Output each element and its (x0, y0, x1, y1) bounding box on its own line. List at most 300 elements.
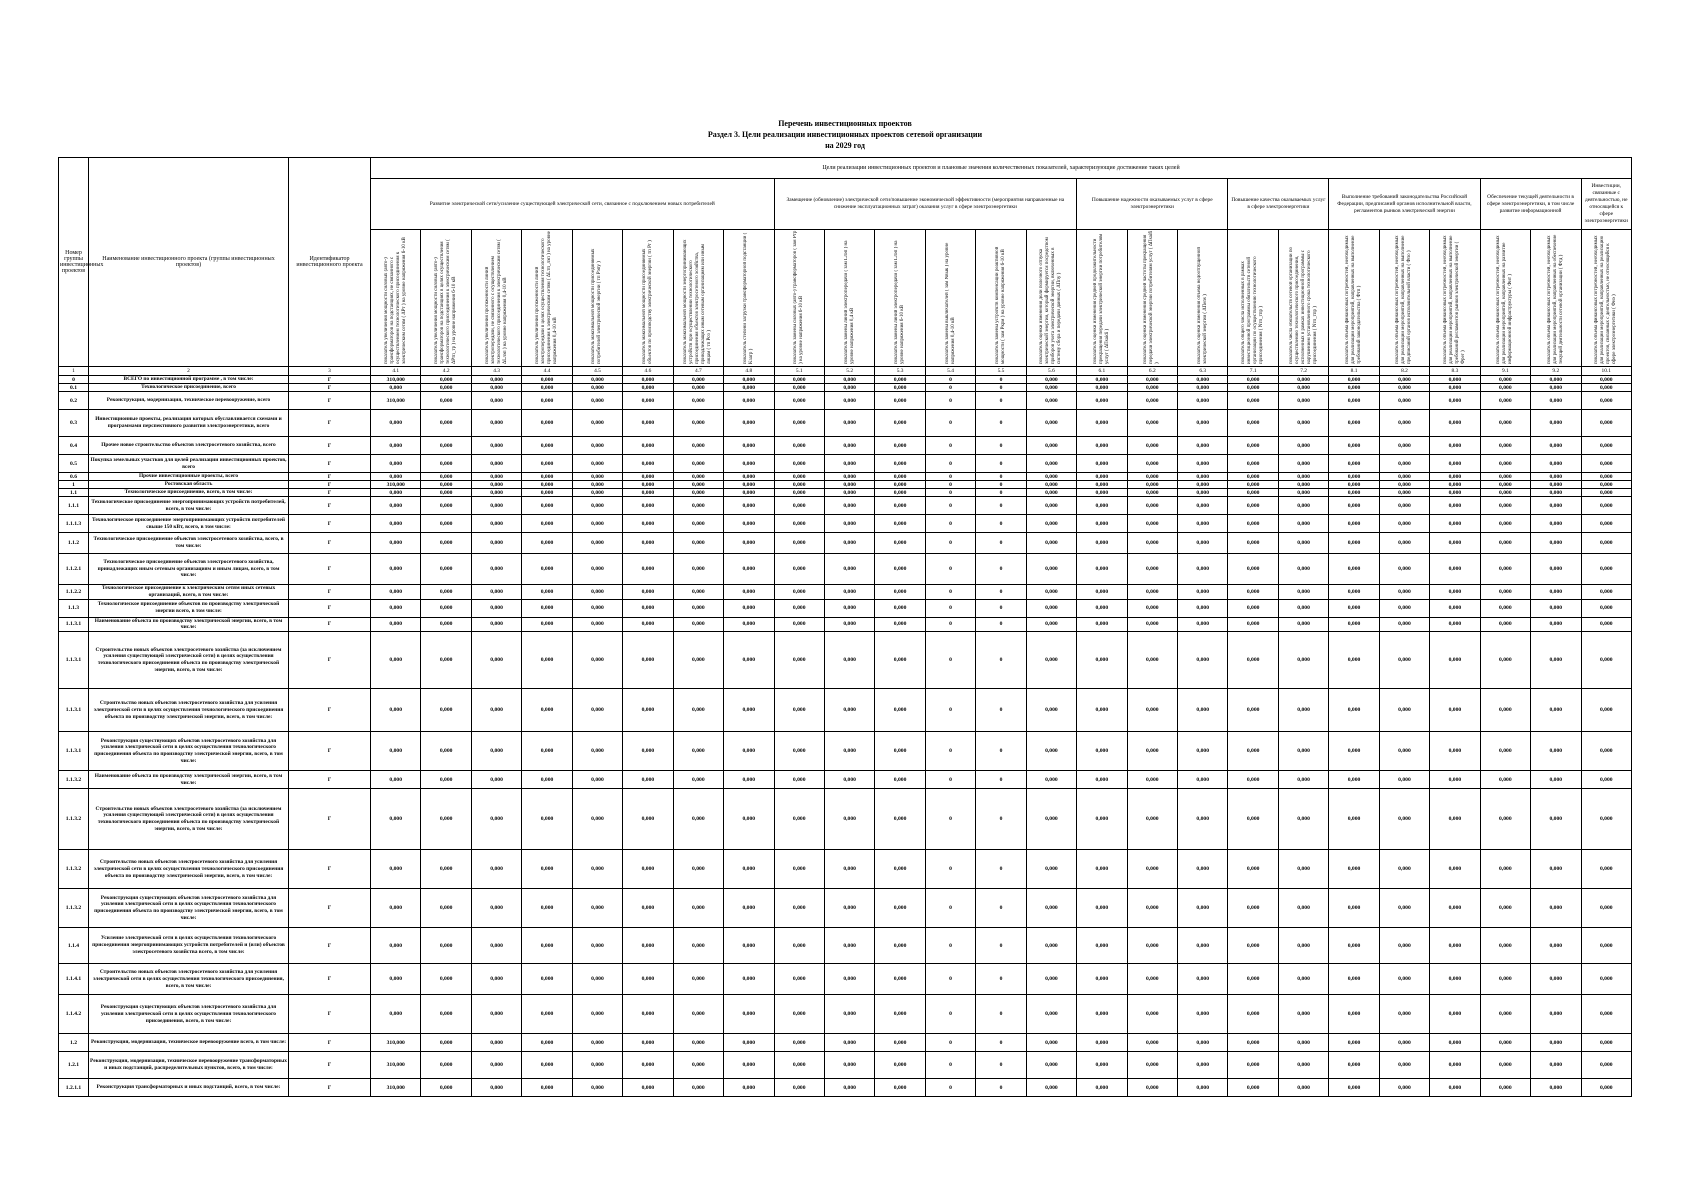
row-value: 0,000 (774, 376, 824, 384)
row-value: 0,000 (673, 928, 723, 964)
row-value: 0,000 (522, 771, 572, 789)
row-project-id: Г (289, 515, 371, 533)
row-project-name: Покупка земельных участков для целей реализации инвестиционных проектов, всего (89, 455, 289, 473)
row-value: 0 (925, 585, 975, 600)
row-value: 0,000 (1581, 632, 1632, 689)
indicator-label: показатель объема финансовых потребностей, необходимых для реализации мероприятий, направленных на выполнение требований регламентов рынков электрической энергии ( Фрег ) (1442, 235, 1466, 364)
row-value: 0,000 (1278, 473, 1328, 481)
row-value: 0 (976, 889, 1026, 928)
row-value: 0,000 (673, 410, 723, 437)
row-value: 0,000 (875, 497, 925, 515)
row-number: 0 (59, 376, 89, 384)
table-row (59, 1052, 1632, 1079)
column-number: 1 (59, 367, 89, 376)
row-value: 0,000 (1127, 889, 1177, 928)
row-value: 0,000 (1329, 771, 1379, 789)
row-value: 0,000 (623, 384, 673, 392)
row-value: 0,000 (673, 599, 723, 617)
row-value: 0,000 (1379, 489, 1429, 497)
row-value: 0,000 (875, 384, 925, 392)
row-value: 0,000 (623, 632, 673, 689)
row-value: 0 (976, 789, 1026, 850)
table-row (59, 632, 1632, 689)
row-value: 0,000 (421, 585, 471, 600)
row-project-name: Усиление электрической сети в целях осуществления технологического присоединения энергопринимающих устройств потребителей и (или) объектов электросетевого хозяйства всего, в том числе: (89, 928, 289, 964)
row-value: 0,000 (1581, 392, 1632, 410)
row-value: 0,000 (371, 789, 421, 850)
row-value: 0,000 (1480, 481, 1530, 489)
row-value: 0,000 (471, 928, 521, 964)
row-project-name: Строительство новых объектов электросетевого хозяйства для усиления электрической сети в целях осуществления технологического присоединения объекта по производству электрической энергии, всего, в том числе: (89, 689, 289, 732)
row-value: 0,000 (1127, 599, 1177, 617)
row-number: 0.4 (59, 437, 89, 455)
row-value: 0,000 (572, 437, 622, 455)
row-value: 0,000 (1178, 689, 1228, 732)
row-value: 0,000 (824, 515, 874, 533)
row-value: 0,000 (673, 554, 723, 585)
row-value: 0,000 (1127, 1034, 1177, 1052)
row-value: 0,000 (522, 533, 572, 554)
row-value: 0,000 (1228, 850, 1278, 889)
row-value: 0,000 (371, 533, 421, 554)
row-value: 0,000 (875, 1052, 925, 1079)
row-value: 0,000 (572, 410, 622, 437)
row-value: 0,000 (1480, 384, 1530, 392)
table-row (59, 497, 1632, 515)
row-value: 0,000 (572, 515, 622, 533)
indicator-label: показатель оценки изменения средней частоты прекращения передачи электрической энергии потребителям услуг ( ΔПsaifi ) (1143, 230, 1161, 364)
row-value: 0,000 (371, 554, 421, 585)
row-value: 0,000 (572, 1034, 622, 1052)
row-value: 0,000 (824, 732, 874, 771)
row-value: 0,000 (875, 928, 925, 964)
indicator-label: показатель замены выключателей ( зам Nвык ) на уровне напряжения 0,4-10 кВ (944, 242, 956, 364)
row-value: 0,000 (572, 497, 622, 515)
row-value: 0 (925, 850, 975, 889)
row-value: 0 (976, 497, 1026, 515)
row-value: 0 (925, 617, 975, 632)
table-row (59, 437, 1632, 455)
row-value: 0,000 (1430, 437, 1480, 455)
row-value: 0,000 (421, 964, 471, 995)
row-project-name: Технологическое присоединение, всего (89, 384, 289, 392)
row-value: 0,000 (421, 771, 471, 789)
header-indicator (724, 230, 774, 367)
row-value: 0,000 (371, 473, 421, 481)
row-value: 0 (976, 384, 1026, 392)
row-value: 0,000 (572, 889, 622, 928)
row-value: 0 (925, 533, 975, 554)
row-value: 0,000 (1329, 384, 1379, 392)
indicator-label: показатель оценки изменения средней продолжительности прекращения передачи электрической энергии потребителям услуг ( ΔПsaidi ) (1092, 233, 1110, 364)
row-value: 0,000 (623, 1052, 673, 1079)
row-value: 0,000 (471, 437, 521, 455)
row-value: 0,000 (1228, 384, 1278, 392)
row-value: 0,000 (572, 554, 622, 585)
row-value: 0,000 (1480, 689, 1530, 732)
row-value: 0,000 (724, 473, 774, 481)
column-number: 5.2 (824, 367, 874, 376)
row-value: 0,000 (673, 481, 723, 489)
row-number: 1.1.3.1 (59, 689, 89, 732)
row-value: 0,000 (572, 376, 622, 384)
row-value: 0,000 (371, 497, 421, 515)
row-value: 0,000 (1430, 889, 1480, 928)
row-project-name: Строительство новых объектов электросетевого хозяйства для усиления электрической сети в целях осуществления технологического присоединения, всего, в том числе: (89, 964, 289, 995)
row-value: 0,000 (572, 928, 622, 964)
row-project-name: Реконструкция существующих объектов электросетевого хозяйства для усиления электрической сети в целях осуществления технологического присоединения объекта по производству электрической энергии, всего, в том числе: (89, 732, 289, 771)
column-number: 6.2 (1127, 367, 1177, 376)
row-value: 0,000 (522, 964, 572, 995)
row-value: 0,000 (1531, 632, 1581, 689)
table-row (59, 850, 1632, 889)
row-value: 0,000 (421, 473, 471, 481)
row-number: 1.1.4.1 (59, 964, 89, 995)
row-value: 0,000 (774, 889, 824, 928)
table-row (59, 455, 1632, 473)
row-value: 0,000 (673, 473, 723, 481)
row-value: 0,000 (1127, 1079, 1177, 1097)
row-value: 0,000 (1178, 533, 1228, 554)
row-value: 0,000 (421, 392, 471, 410)
row-value: 0,000 (1077, 497, 1127, 515)
indicator-label: показатель максимальной мощности энергопринимающих устройств при осуществлении технологического присоединения объектов электросетевого хозяйства, принадлежащих иным сетевым организациям или иным лицам ( тп Pсо ) (683, 239, 713, 364)
row-value: 0,000 (1077, 850, 1127, 889)
row-value: 0,000 (572, 771, 622, 789)
indicator-label: показатель увеличения мощности силовых (авто-) трансформаторов на подстанциях в целях осуществления технологического присоединения к электрическим сетям ( ΔPтп_тр ) на уровне напряжения 6-10 кВ (434, 239, 458, 364)
row-value: 0,000 (1026, 850, 1076, 889)
row-value: 0,000 (1127, 1052, 1177, 1079)
row-number: 1.1.2 (59, 533, 89, 554)
row-value: 0,000 (1278, 632, 1328, 689)
row-value: 0,000 (1430, 964, 1480, 995)
row-value: 0,000 (1026, 554, 1076, 585)
row-value: 0,000 (1228, 599, 1278, 617)
row-value: 0,000 (1077, 995, 1127, 1034)
row-value: 0,000 (1228, 489, 1278, 497)
row-value: 0,000 (824, 392, 874, 410)
row-value: 0 (925, 455, 975, 473)
column-number: 4.5 (572, 367, 622, 376)
row-value: 0,000 (824, 473, 874, 481)
row-project-id: Г (289, 1034, 371, 1052)
row-value: 0,000 (371, 617, 421, 632)
row-value: 0 (976, 437, 1026, 455)
row-value: 0,000 (774, 1034, 824, 1052)
row-value: 0,000 (1127, 585, 1177, 600)
row-project-id: Г (289, 533, 371, 554)
row-value: 0,000 (471, 1052, 521, 1079)
row-value: 0,000 (1026, 689, 1076, 732)
row-value: 0,000 (1026, 632, 1076, 689)
row-value: 0,000 (1127, 850, 1177, 889)
row-value: 0,000 (673, 489, 723, 497)
row-value: 0,000 (1531, 497, 1581, 515)
indicator-label: показатель увеличения протяженности линий электропередачи, не связанного с осуществлением технологического присоединения к электрическим сетям ( ΔLлэп ) на уровне напряжения 0,4-10 кВ (484, 239, 508, 364)
header-indicator (673, 230, 723, 367)
row-value: 0,000 (1329, 850, 1379, 889)
row-value: 0,000 (1329, 489, 1379, 497)
row-value: 0,000 (421, 1052, 471, 1079)
column-number: 8.1 (1329, 367, 1379, 376)
row-value: 0,000 (1178, 554, 1228, 585)
row-value: 0,000 (471, 1034, 521, 1052)
row-value: 0,000 (1379, 789, 1429, 850)
row-value: 0,000 (572, 489, 622, 497)
row-value: 0,000 (875, 995, 925, 1034)
row-value: 0,000 (774, 515, 824, 533)
row-value: 0 (976, 1079, 1026, 1097)
row-value: 0 (925, 1052, 975, 1079)
row-value: 0,000 (824, 554, 874, 585)
row-value: 0,000 (1127, 732, 1177, 771)
row-value: 0,000 (421, 928, 471, 964)
column-number: 6.3 (1178, 367, 1228, 376)
row-value: 0,000 (471, 410, 521, 437)
row-number: 1.2.1.1 (59, 1079, 89, 1097)
row-value: 0,000 (1379, 533, 1429, 554)
row-value: 0,000 (1581, 410, 1632, 437)
row-value: 0,000 (1178, 410, 1228, 437)
row-project-id: Г (289, 1052, 371, 1079)
document-title-block (58, 118, 1632, 151)
row-value: 0,000 (1329, 599, 1379, 617)
row-value: 0 (976, 850, 1026, 889)
row-value: 0,000 (623, 689, 673, 732)
row-value: 0,000 (1026, 1079, 1076, 1097)
row-value: 0,000 (1480, 789, 1530, 850)
row-value: 0,000 (824, 964, 874, 995)
row-value: 0,000 (1278, 789, 1328, 850)
row-value: 0,000 (1127, 515, 1177, 533)
row-value: 0,000 (1379, 481, 1429, 489)
row-value: 0,000 (673, 376, 723, 384)
row-value: 0,000 (673, 850, 723, 889)
row-value: 0,000 (1228, 1052, 1278, 1079)
row-value: 0,000 (1329, 554, 1379, 585)
row-value: 0 (976, 689, 1026, 732)
row-value: 0,000 (1531, 771, 1581, 789)
row-value: 0,000 (471, 473, 521, 481)
row-value: 0,000 (824, 489, 874, 497)
row-value: 0,000 (1430, 384, 1480, 392)
header-indicator (1228, 230, 1278, 367)
indicator-label: показатель объема финансовых потребностей, необходимых для реализации мероприятий, направленных на развитие информационной инфраструктуры ( Фит ) (1496, 235, 1514, 364)
document-year: на 2029 год (825, 141, 865, 150)
row-value: 0,000 (1480, 599, 1530, 617)
row-value: 0,000 (623, 376, 673, 384)
row-value: 0,000 (1430, 497, 1480, 515)
row-value: 0,000 (1581, 489, 1632, 497)
column-number: 7.2 (1278, 367, 1328, 376)
row-value: 0,000 (1329, 789, 1379, 850)
row-value: 0,000 (1178, 437, 1228, 455)
column-number: 4.2 (421, 367, 471, 376)
row-value: 0,000 (623, 995, 673, 1034)
row-value: 0,000 (1430, 850, 1480, 889)
row-value: 0,000 (1178, 1034, 1228, 1052)
indicator-label: показатель числа обязательств сетевой организации по осуществлению технологического присоединения, исполненных в рамках инвестиционной программы с нарушением установленного срока технологического присоединения ( Nтп_тпр ) (1288, 246, 1318, 364)
row-value: 0,000 (1178, 489, 1228, 497)
row-value: 0,000 (824, 789, 874, 850)
row-value: 0,000 (1077, 771, 1127, 789)
row-value: 0,000 (1581, 473, 1632, 481)
row-value: 0,000 (1228, 771, 1278, 789)
row-value: 0,000 (572, 585, 622, 600)
row-value: 0,000 (522, 617, 572, 632)
row-value: 0,000 (471, 554, 521, 585)
row-value: 0,000 (1127, 533, 1177, 554)
indicator-label: показатель увеличения протяженности линий электропередачи в целях осуществления технологического присоединения к электрическим сетям ( ΔLтп_лэп ) на уровне напряжения 0,4-10 кВ (535, 231, 559, 364)
row-value: 0,000 (673, 515, 723, 533)
row-value: 0,000 (1278, 392, 1328, 410)
column-number: 8.2 (1379, 367, 1429, 376)
row-value: 0,000 (1228, 410, 1278, 437)
row-value: 0,000 (1581, 585, 1632, 600)
row-value: 0,000 (421, 437, 471, 455)
table-row (59, 771, 1632, 789)
row-value: 0,000 (471, 889, 521, 928)
row-value: 0,000 (471, 789, 521, 850)
row-value: 0,000 (1379, 392, 1429, 410)
row-value: 0,000 (421, 689, 471, 732)
row-value: 0,000 (875, 1034, 925, 1052)
row-value: 0,000 (1228, 585, 1278, 600)
row-value: 0,000 (471, 771, 521, 789)
row-value: 0,000 (1379, 473, 1429, 481)
row-value: 0,000 (1278, 771, 1328, 789)
row-value: 0,000 (471, 392, 521, 410)
column-number: 4.6 (623, 367, 673, 376)
row-value: 0,000 (623, 455, 673, 473)
row-project-id: Г (289, 689, 371, 732)
row-value: 0,000 (623, 964, 673, 995)
row-value: 0,000 (1127, 410, 1177, 437)
row-project-name: Наименование объекта по производству электрической энергии, всего, в том числе: (89, 771, 289, 789)
row-value: 0,000 (1026, 732, 1076, 771)
row-value: 0,000 (1077, 585, 1127, 600)
row-value: 0,000 (1077, 964, 1127, 995)
row-value: 0,000 (1278, 928, 1328, 964)
row-value: 0,000 (1329, 455, 1379, 473)
row-value: 0,000 (774, 455, 824, 473)
row-value: 0,000 (572, 789, 622, 850)
row-value: 0,000 (724, 585, 774, 600)
row-value: 0,000 (1581, 384, 1632, 392)
row-value: 0,000 (1379, 1079, 1429, 1097)
row-value: 0,000 (1278, 1034, 1328, 1052)
row-value: 0,000 (1228, 964, 1278, 995)
row-value: 0,000 (1228, 376, 1278, 384)
row-value: 0,000 (1430, 473, 1480, 481)
indicator-label: показатель оценки изменения доли полезного отпуска электрической энергии, который формируется посредством приборов учета электрической энергии, включенных в систему сбора и передачи данных ( ΔПпу ) (1039, 237, 1063, 364)
row-value: 0,000 (1430, 1079, 1480, 1097)
row-value: 0,000 (1480, 455, 1530, 473)
row-value: 0,000 (1480, 964, 1530, 995)
row-value: 0,000 (522, 1052, 572, 1079)
row-value: 0,000 (1278, 599, 1328, 617)
row-value: 0,000 (1026, 384, 1076, 392)
row-value: 0,000 (1329, 732, 1379, 771)
row-value: 0,000 (371, 771, 421, 789)
row-value: 0,000 (1581, 455, 1632, 473)
row-project-id: Г (289, 410, 371, 437)
row-value: 0,000 (1531, 533, 1581, 554)
row-value: 0,000 (1379, 497, 1429, 515)
row-value: 0,000 (1077, 632, 1127, 689)
row-value: 0,000 (572, 995, 622, 1034)
row-value: 0,000 (471, 515, 521, 533)
row-value: 0,000 (1480, 1079, 1530, 1097)
row-value: 0,000 (1178, 392, 1228, 410)
row-value: 0,000 (1077, 889, 1127, 928)
row-value: 0,000 (875, 554, 925, 585)
column-number: 4.1 (371, 367, 421, 376)
row-value: 0,000 (572, 599, 622, 617)
row-value: 0,000 (522, 632, 572, 689)
row-value: 0,000 (1430, 554, 1480, 585)
row-value: 0,000 (724, 964, 774, 995)
row-value: 0,000 (623, 928, 673, 964)
table-row (59, 689, 1632, 732)
row-value: 0 (925, 889, 975, 928)
header-indicator (522, 230, 572, 367)
row-value: 0,000 (1581, 964, 1632, 995)
row-value: 0,000 (623, 473, 673, 481)
column-number: 4.7 (673, 367, 723, 376)
row-value: 0,000 (522, 481, 572, 489)
row-value: 0,000 (774, 533, 824, 554)
row-value: 0,000 (1430, 515, 1480, 533)
row-value: 0,000 (371, 489, 421, 497)
row-value: 0,000 (1480, 376, 1530, 384)
row-value: 0,000 (572, 850, 622, 889)
row-value: 0 (976, 554, 1026, 585)
header-indicator (572, 230, 622, 367)
row-value: 0,000 (1430, 928, 1480, 964)
indicator-label: показатель оценки изменения объема недоотпущенной электрической энергии ( ΔПens ) (1196, 246, 1208, 364)
row-value: 0,000 (421, 489, 471, 497)
row-value: 0,000 (774, 928, 824, 964)
row-value: 0 (976, 995, 1026, 1034)
table-row (59, 533, 1632, 554)
row-value: 0,000 (875, 410, 925, 437)
row-value: 0,000 (1178, 889, 1228, 928)
row-value: 0,000 (623, 1034, 673, 1052)
row-value: 0,000 (1329, 632, 1379, 689)
row-value: 0,000 (774, 632, 824, 689)
row-value: 0,000 (371, 928, 421, 964)
row-value: 0,000 (724, 1052, 774, 1079)
row-value: 0,000 (421, 789, 471, 850)
row-value: 0,000 (623, 554, 673, 585)
row-value: 0,000 (572, 1079, 622, 1097)
row-value: 0,000 (1228, 554, 1278, 585)
row-value: 0,000 (1178, 515, 1228, 533)
row-value: 0,000 (774, 1052, 824, 1079)
row-value: 0,000 (724, 497, 774, 515)
row-value: 0,000 (1480, 617, 1530, 632)
row-value: 0,000 (1480, 533, 1530, 554)
row-value: 0 (925, 599, 975, 617)
header-indicator (1278, 230, 1328, 367)
row-value: 0,000 (673, 497, 723, 515)
row-value: 0 (976, 473, 1026, 481)
row-value: 0,000 (572, 392, 622, 410)
row-value: 0,000 (371, 437, 421, 455)
row-value: 0,000 (1581, 617, 1632, 632)
row-value: 0,000 (1228, 617, 1278, 632)
